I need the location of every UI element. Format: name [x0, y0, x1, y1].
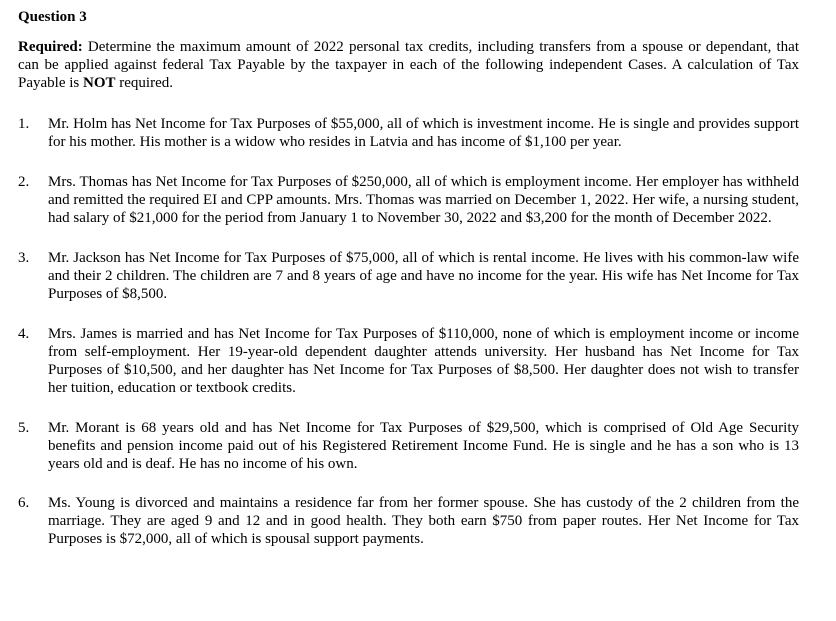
case-text: Mr. Jackson has Net Income for Tax Purposes of $75,000, all of which is rental income. He lives with his common-law wife and their 2 children. The children are 7 and 8 years of age and have no income for the year. His wife has Net Income for Tax Purposes of $8,500.: [48, 250, 799, 302]
case-item: [18, 249, 799, 303]
case-number: 4.: [18, 326, 30, 342]
case-number: 6.: [18, 495, 30, 511]
case-item: [18, 325, 799, 397]
case-text: Mrs. James is married and has Net Income for Tax Purposes of $110,000, none of which is employment income or income from self-employment. Her 19-year-old dependent daughter attends university. Her husband has Net Income for Tax Purposes of $10,500, and her daughter has Net Income for Tax Purposes of $8,500. Her daughter does not wish to transfer her tuition, education or textbook credits.: [48, 326, 799, 396]
required-label: Required:: [18, 39, 83, 55]
case-text: Mrs. Thomas has Net Income for Tax Purposes of $250,000, all of which is employment income. Her employer has withheld and remitted the required EI and CPP amounts. Mrs. Thomas was married on December 1, 2022. Her wife, a nursing student, had salary of $21,000 for the period from January 1 to November 30, 2022 and $3,200 for the month of December 2022.: [48, 174, 799, 226]
required-text-before: Determine the maximum amount of 2022 personal tax credits, including transfers from a spouse or dependant, that can be applied against federal Tax Payable by the taxpayer in each of the following independent Cases. A calculation of Tax Payable is: [18, 39, 799, 91]
case-item: [18, 115, 799, 151]
required-instructions: [18, 38, 799, 92]
required-text-after: required.: [119, 75, 173, 91]
case-item: [18, 173, 799, 227]
question-heading: Question 3: [18, 9, 87, 25]
case-text: Ms. Young is divorced and maintains a residence far from her former spouse. She has custody of the 2 children from the marriage. They are aged 9 and 12 and in good health. They both earn $750 from paper routes. Her Net Income for Tax Purposes is $72,000, all of which is spousal support payments.: [48, 495, 799, 547]
case-list: [18, 115, 799, 548]
case-item: [18, 494, 799, 548]
case-number: 2.: [18, 174, 30, 190]
case-number: 1.: [18, 116, 30, 132]
case-item: [18, 419, 799, 473]
case-text: Mr. Holm has Net Income for Tax Purposes of $55,000, all of which is investment income. He is single and provides support for his mother. His mother is a widow who resides in Latvia and has income of $1,100 per year.: [48, 116, 799, 150]
case-number: 5.: [18, 420, 30, 436]
case-number: 3.: [18, 250, 30, 266]
required-emphasis: NOT: [83, 75, 116, 91]
case-text: Mr. Morant is 68 years old and has Net Income for Tax Purposes of $29,500, which is comprised of Old Age Security benefits and pension income paid out of his Registered Retirement Income Fund. He is single and he has a son who is 13 years old and is deaf. He has no income of his own.: [48, 420, 799, 472]
